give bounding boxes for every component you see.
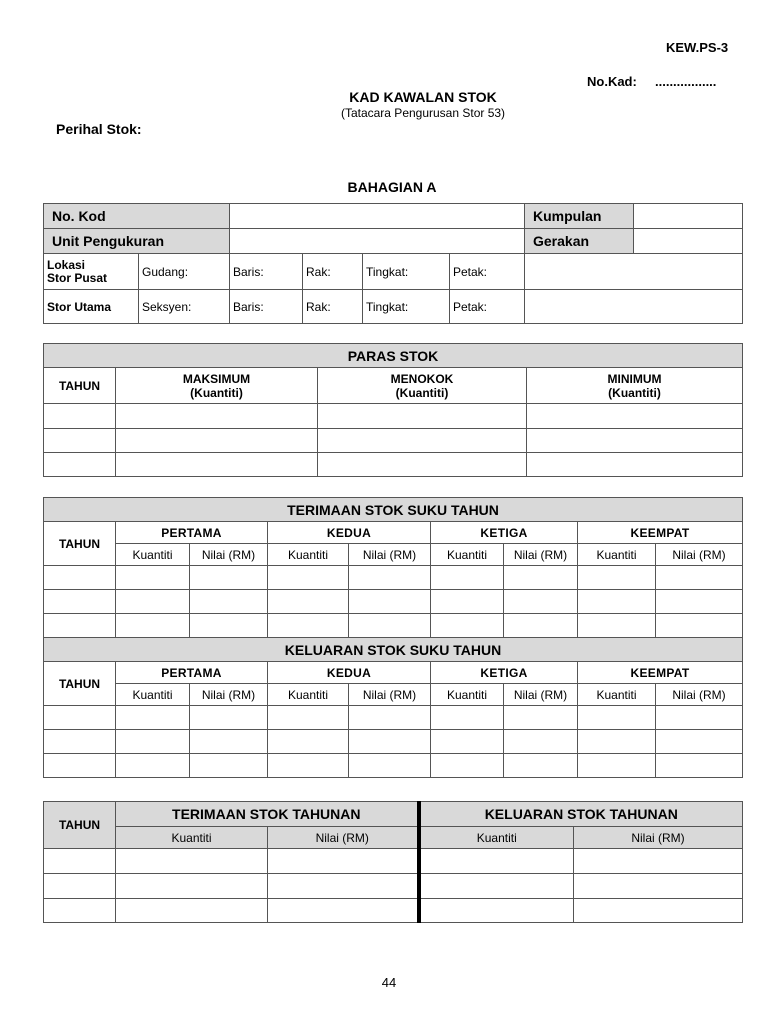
tingkat-cell[interactable]: Tingkat: <box>363 254 450 290</box>
maksimum-header <box>116 368 318 404</box>
menokok-header <box>318 368 527 404</box>
petak-cell-2[interactable]: Petak: <box>450 290 525 324</box>
nilai-header: Nilai (RM) <box>504 684 578 706</box>
keluaran-tahun-header: TAHUN <box>44 662 116 706</box>
card-number-value: ................. <box>655 74 717 89</box>
section-a-table <box>43 203 743 324</box>
annual-keluaran-kuantiti: Kuantiti <box>419 827 574 849</box>
baris-cell[interactable]: Baris: <box>230 254 303 290</box>
stor-utama-label: Stor Utama <box>44 290 139 324</box>
rak-cell[interactable]: Rak: <box>303 254 363 290</box>
keluaran-kedua-header: KEDUA <box>268 662 431 684</box>
table-row <box>44 706 743 730</box>
table-row <box>44 404 743 429</box>
petak-cell[interactable]: Petak: <box>450 254 525 290</box>
card-number-label: No.Kad: <box>587 74 637 89</box>
stor-pusat-text: Stor Pusat <box>47 270 108 285</box>
form-code: KEW.PS-3 <box>666 40 729 55</box>
baris-cell-2[interactable]: Baris: <box>230 290 303 324</box>
section-title: BAHAGIAN A <box>347 179 437 195</box>
page-title: KAD KAWALAN STOK <box>349 89 497 105</box>
annual-terimaan-nilai: Nilai (RM) <box>268 827 419 849</box>
nilai-header: Nilai (RM) <box>190 684 268 706</box>
tingkat-cell-2[interactable]: Tingkat: <box>363 290 450 324</box>
nilai-header: Nilai (RM) <box>504 544 578 566</box>
page-subtitle: (Tatacara Pengurusan Stor 53) <box>340 106 506 120</box>
lokasi-label: Lokasi <box>47 257 86 272</box>
nilai-header: Nilai (RM) <box>656 684 743 706</box>
stor-pusat-extra[interactable] <box>525 254 743 290</box>
table-row <box>44 849 743 874</box>
page-number: 44 <box>381 975 397 990</box>
stor-utama-extra[interactable] <box>525 290 743 324</box>
table-row <box>44 590 743 614</box>
stor-pusat-label <box>44 254 139 290</box>
kumpulan-field[interactable] <box>634 204 743 229</box>
kuantiti-header: Kuantiti <box>578 684 656 706</box>
annual-stock-table <box>43 801 743 923</box>
kuantiti-header: Kuantiti <box>116 684 190 706</box>
minimum-header <box>527 368 743 404</box>
minimum-label: MINIMUM <box>607 371 662 386</box>
nilai-header: Nilai (RM) <box>349 544 431 566</box>
keluaran-keempat-header: KEEMPAT <box>578 662 743 684</box>
table-row <box>44 899 743 923</box>
keluaran-suku-title: KELUARAN STOK SUKU TAHUN <box>44 638 743 662</box>
perihal-stok-label: Perihal Stok: <box>56 121 142 137</box>
menokok-label: MENOKOK <box>390 371 454 386</box>
terimaan-pertama-header: PERTAMA <box>116 522 268 544</box>
nilai-header: Nilai (RM) <box>349 684 431 706</box>
kuantiti-header: Kuantiti <box>268 684 349 706</box>
maksimum-unit: (Kuantiti) <box>190 385 243 400</box>
maksimum-label: MAKSIMUM <box>182 371 251 386</box>
gudang-cell[interactable]: Gudang: <box>139 254 230 290</box>
unit-pengukuran-field[interactable] <box>230 229 525 254</box>
gerakan-field[interactable] <box>634 229 743 254</box>
keluaran-pertama-header: PERTAMA <box>116 662 268 684</box>
kuantiti-header: Kuantiti <box>578 544 656 566</box>
kuantiti-header: Kuantiti <box>268 544 349 566</box>
annual-tahun-header: TAHUN <box>44 802 116 849</box>
table-row <box>44 614 743 638</box>
rak-cell-2[interactable]: Rak: <box>303 290 363 324</box>
no-kod-field[interactable] <box>230 204 525 229</box>
nilai-header: Nilai (RM) <box>190 544 268 566</box>
no-kod-label: No. Kod <box>44 204 230 229</box>
keluaran-ketiga-header: KETIGA <box>431 662 578 684</box>
nilai-header: Nilai (RM) <box>656 544 743 566</box>
kumpulan-label: Kumpulan <box>525 204 634 229</box>
table-row <box>44 874 743 899</box>
paras-stok-table <box>43 343 743 477</box>
table-row <box>44 730 743 754</box>
annual-keluaran-nilai: Nilai (RM) <box>574 827 743 849</box>
kuantiti-header: Kuantiti <box>116 544 190 566</box>
menokok-unit: (Kuantiti) <box>395 385 449 400</box>
kuantiti-header: Kuantiti <box>431 684 504 706</box>
terimaan-keempat-header: KEEMPAT <box>578 522 743 544</box>
gerakan-label: Gerakan <box>525 229 634 254</box>
terimaan-tahunan-title: TERIMAAN STOK TAHUNAN <box>116 802 419 827</box>
table-row <box>44 754 743 778</box>
terimaan-suku-title: TERIMAAN STOK SUKU TAHUN <box>44 498 743 522</box>
minimum-unit: (Kuantiti) <box>608 385 661 400</box>
kuantiti-header: Kuantiti <box>431 544 504 566</box>
terimaan-kedua-header: KEDUA <box>268 522 431 544</box>
annual-terimaan-kuantiti: Kuantiti <box>116 827 268 849</box>
terimaan-ketiga-header: KETIGA <box>431 522 578 544</box>
paras-tahun-header: TAHUN <box>44 368 116 404</box>
keluaran-tahunan-title: KELUARAN STOK TAHUNAN <box>419 802 743 827</box>
terimaan-tahun-header: TAHUN <box>44 522 116 566</box>
table-row <box>44 566 743 590</box>
seksyen-cell[interactable]: Seksyen: <box>139 290 230 324</box>
paras-stok-title: PARAS STOK <box>44 344 743 368</box>
quarterly-stock-table <box>43 497 743 778</box>
table-row <box>44 429 743 453</box>
table-row <box>44 453 743 477</box>
unit-pengukuran-label: Unit Pengukuran <box>44 229 230 254</box>
